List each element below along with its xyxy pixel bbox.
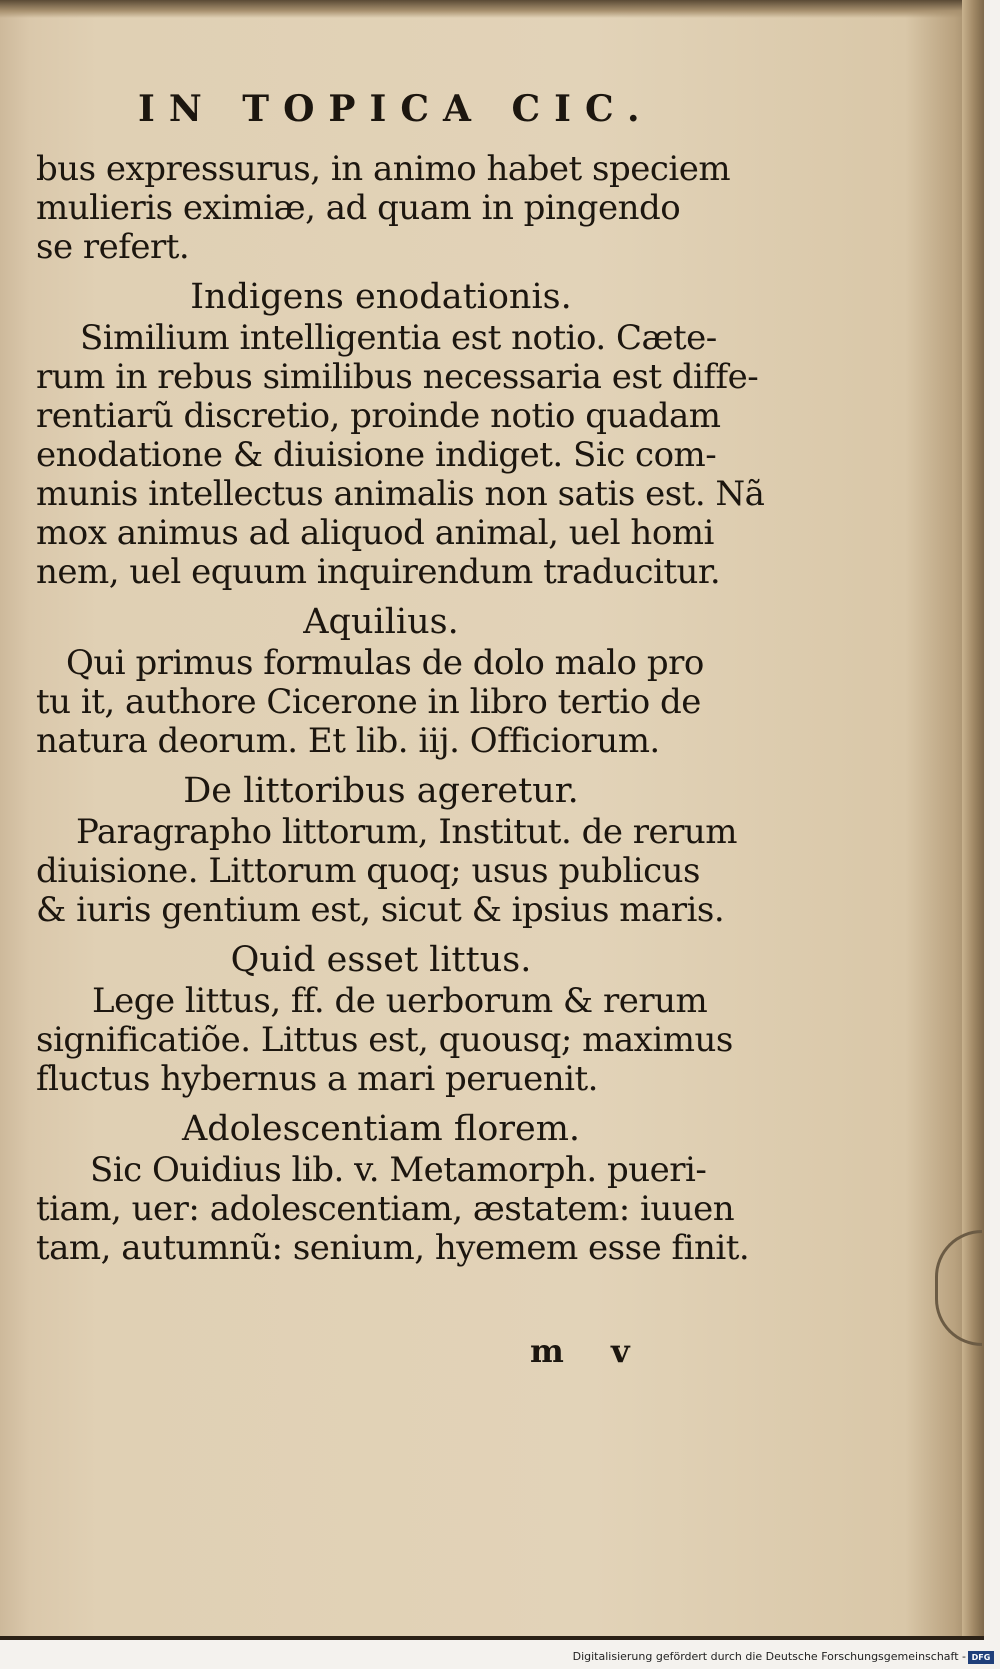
section-heading: De littoribus ageretur.: [183, 771, 579, 811]
section-heading: Adolescentiam florem.: [181, 1109, 581, 1149]
text-block: [36, 149, 765, 1276]
text-line: se refert.: [36, 227, 190, 267]
section-heading: Quid esset littus.: [230, 940, 532, 980]
text-line: tiam, uer: adolescentiam, æstatem: iuuen: [36, 1189, 735, 1229]
text-line: natura deorum. Et lib. iij. Officiorum.: [36, 721, 660, 761]
text-line: Similium intelligentia est notio. Cæte-: [80, 318, 717, 358]
funding-credit: Digitalisierung gefördert durch die Deutsche Forschungsgemeinschaft -: [572, 1650, 966, 1663]
text-line: fluctus hybernus a mari peruenit.: [36, 1059, 598, 1099]
footer-bar: [0, 1648, 1000, 1669]
text-line: significatiõe. Littus est, quousq; maximus: [36, 1020, 733, 1060]
text-line: nem, uel equum inquirendum traducitur.: [36, 552, 721, 592]
text-line: mox animus ad aliquod animal, uel homi: [36, 513, 714, 553]
section-2: [36, 600, 726, 761]
text-line: tam, autumnũ: senium, hyemem esse finit.: [36, 1228, 750, 1268]
section-5: [36, 1107, 750, 1268]
text-line: diuisione. Littorum quoq; usus publicus: [36, 851, 701, 891]
text-line: Lege littus, ff. de uerborum & rerum: [92, 981, 708, 1021]
text-line: rentiarũ discretio, proinde notio quadam: [36, 396, 721, 436]
section-heading: Indigens enodationis.: [190, 277, 572, 317]
section-heading: Aquilius.: [303, 602, 459, 642]
text-line: mulieris eximiæ, ad quam in pingendo: [36, 188, 681, 228]
text-line: munis intellectus animalis non satis est. Nã: [36, 474, 765, 514]
text-line: Qui primus formulas de dolo malo pro: [66, 643, 704, 683]
page-edge: [962, 0, 984, 1636]
text-line: Paragrapho littorum, Institut. de rerum: [76, 812, 738, 852]
signature-mark: m v: [530, 1332, 648, 1370]
section-1: [36, 275, 765, 592]
section-0: [36, 149, 731, 267]
text-line: rum in rebus similibus necessaria est diffe-: [36, 357, 759, 397]
text-line: bus expressurus, in animo habet speciem: [36, 149, 731, 189]
text-line: Sic Ouidius lib. v. Metamorph. pueri-: [90, 1150, 707, 1190]
dfg-logo: DFG: [968, 1651, 994, 1664]
section-4: [36, 938, 733, 1099]
section-3: [36, 769, 738, 930]
binding-ring: [935, 1230, 982, 1346]
text-line: enodatione & diuisione indiget. Sic com-: [36, 435, 717, 475]
text-line: & iuris gentium est, sicut & ipsius maris.: [36, 890, 725, 930]
running-head: IN TOPICA CIC.: [138, 88, 654, 130]
text-line: tu it, authore Cicerone in libro tertio de: [36, 682, 701, 722]
